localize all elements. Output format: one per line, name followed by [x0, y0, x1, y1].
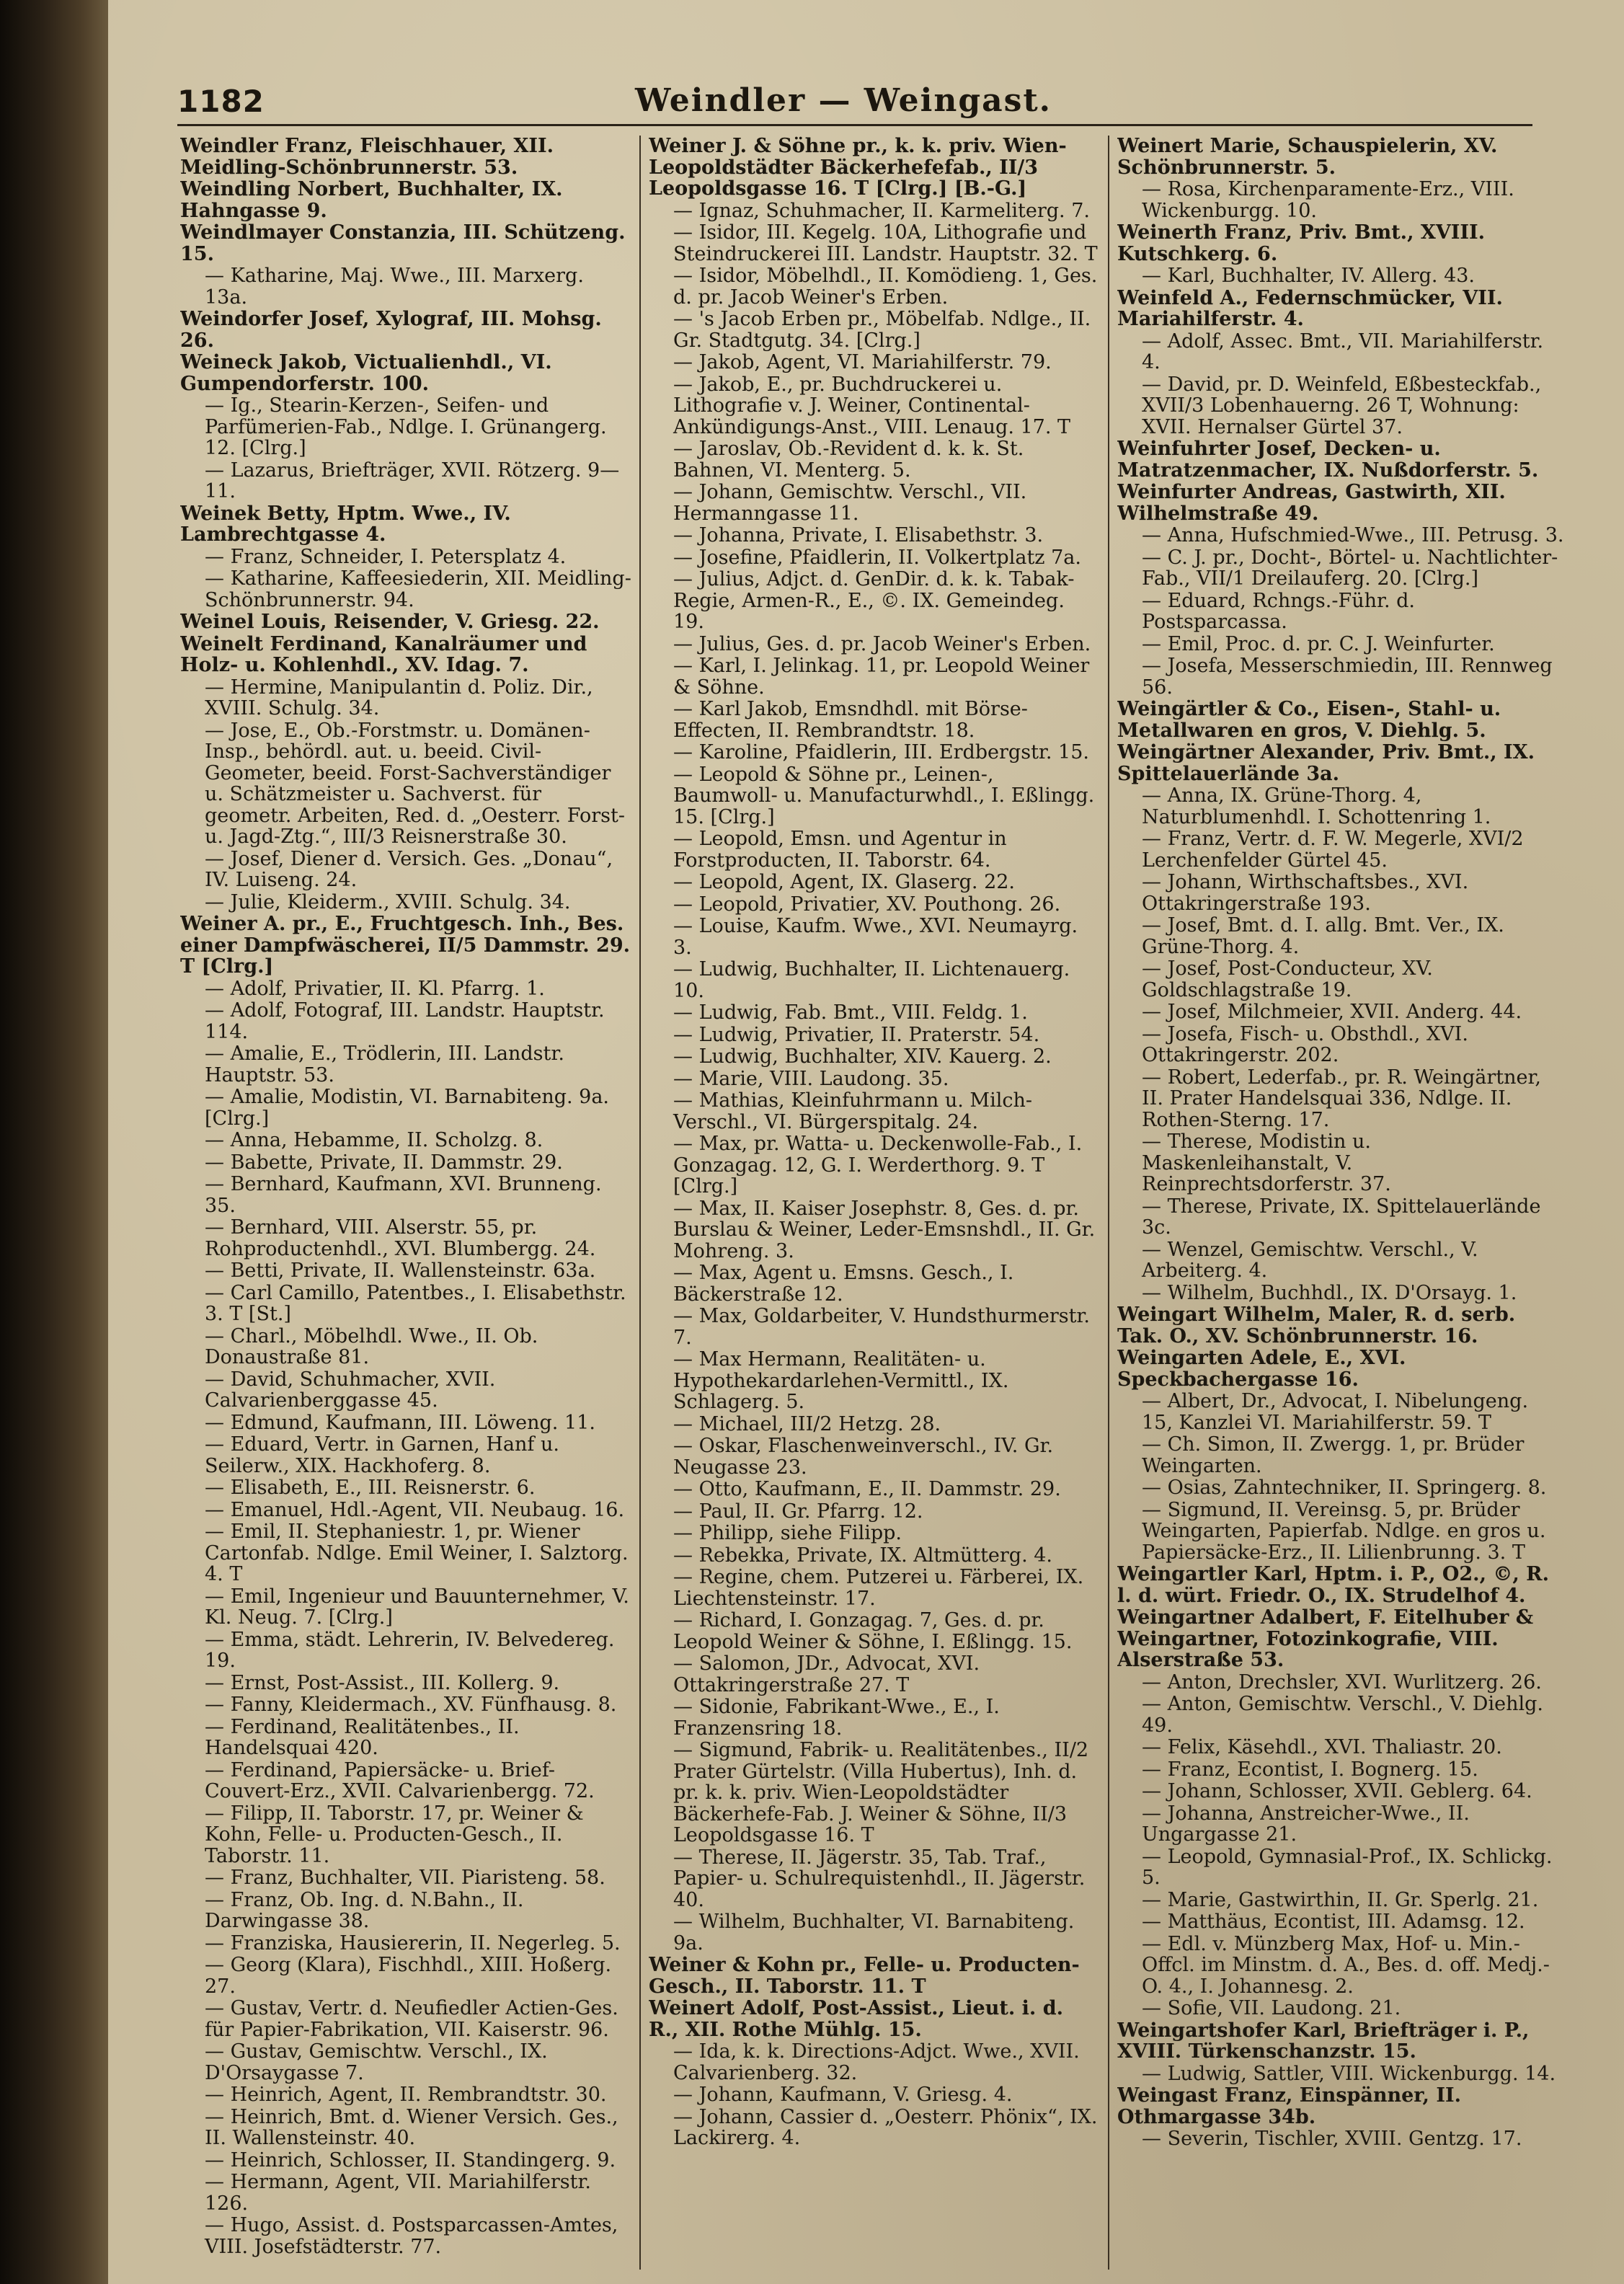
- directory-entry: — Hugo, Assist. d. Postsparcassen-Amtes, VIII. Josefstädterstr. 77.: [205, 2214, 618, 2258]
- directory-entry: — Katharine, Maj. Wwe., III. Marxerg. 13a.: [205, 265, 584, 309]
- directory-entry: Weinfurter Andreas, Gastwirth, XII. Wilhelmstraße 49.: [1117, 481, 1506, 525]
- running-head: Weindler — Weingast.: [634, 82, 1052, 119]
- directory-entry: — Philipp, siehe Filipp.: [673, 1522, 902, 1544]
- directory-entry: — Sidonie, Fabrikant-Wwe., E., I. Franzensring 18.: [673, 1696, 1000, 1740]
- directory-entry: — Max, pr. Watta- u. Deckenwolle-Fab., I. Gonzagag. 12, G. I. Werderthorg. 9. T [Clrg.]: [673, 1133, 1083, 1198]
- directory-entry: — Heinrich, Agent, II. Rembrandtstr. 30.: [205, 2084, 607, 2106]
- directory-entry: — Severin, Tischler, XVIII. Gentzg. 17.: [1142, 2128, 1522, 2150]
- directory-entry: — Max, Goldarbeiter, V. Hundsthurmerstr. 7.: [673, 1305, 1090, 1349]
- directory-entry: — Richard, I. Gonzagag. 7, Ges. d. pr. Leopold Weiner & Söhne, I. Eßlingg. 15.: [673, 1609, 1073, 1653]
- directory-entry: — Ludwig, Buchhalter, XIV. Kauerg. 2.: [673, 1045, 1052, 1068]
- directory-entry: Weingartner Adalbert, F. Eitelhuber & Weingartner, Fotozinkografie, VIII. Alserstraße 53.: [1117, 1606, 1534, 1671]
- directory-entry: — Franz, Ob. Ing. d. N.Bahn., II. Darwingasse 38.: [205, 1888, 524, 1932]
- directory-entry: Weindling Norbert, Buchhalter, IX. Hahngasse 9.: [180, 178, 563, 222]
- directory-entry: — Osias, Zahntechniker, II. Springerg. 8.: [1142, 1477, 1547, 1499]
- directory-entry: — Adolf, Assec. Bmt., VII. Mariahilferstr. 4.: [1142, 329, 1544, 373]
- directory-entry: — Ludwig, Privatier, II. Praterstr. 54.: [673, 1023, 1040, 1046]
- directory-entry: — Julius, Adjct. d. GenDir. d. k. k. Tabak-Regie, Armen-R., E., ©. IX. Gemeindeg. 19.: [673, 568, 1075, 633]
- directory-entry: — Ida, k. k. Directions-Adjct. Wwe., XVII. Calvarienberg. 32.: [673, 2040, 1080, 2084]
- directory-entry: — Josef, Bmt. d. I. allg. Bmt. Ver., IX. Grüne-Thorg. 4.: [1142, 914, 1504, 958]
- column-1: [180, 136, 631, 2270]
- directory-entry: — Adolf, Privatier, II. Kl. Pfarrg. 1.: [205, 977, 545, 1000]
- directory-entry: Weingartshofer Karl, Briefträger i. P., XVIII. Türkenschanzstr. 15.: [1117, 2019, 1530, 2063]
- directory-entry: — Adolf, Fotograf, III. Landstr. Hauptstr. 114.: [205, 999, 605, 1043]
- book-binding: [0, 0, 108, 2284]
- directory-entry: — Johann, Gemischtw. Verschl., VII. Hermanngasse 11.: [673, 481, 1027, 525]
- directory-entry: — Johann, Schlosser, XVII. Geblerg. 64.: [1142, 1780, 1532, 1802]
- directory-entry: — Sigmund, II. Vereinsg. 5, pr. Brüder Weingarten, Papierfab. Ndlge. en gros u. Papiersäcke-Erz., II. Lilienbrunng. 3. T: [1142, 1498, 1546, 1564]
- directory-entry: — Felix, Käsehdl., XVI. Thaliastr. 20.: [1142, 1736, 1502, 1758]
- directory-entry: — Leopold, Agent, IX. Glaserg. 22.: [673, 871, 1016, 893]
- directory-entry: — Fanny, Kleidermach., XV. Fünfhausg. 8.: [205, 1694, 617, 1716]
- directory-entry: — Josef, Diener d. Versich. Ges. „Donau“, IV. Luiseng. 24.: [205, 847, 613, 891]
- directory-entry: — Eduard, Vertr. in Garnen, Hanf u. Seilerw., XIX. Hackhoferg. 8.: [205, 1433, 559, 1477]
- directory-entry: — Gustav, Vertr. d. Neufiedler Actien-Ges. für Papier-Fabrikation, VII. Kaiserstr. 96.: [205, 1997, 618, 2041]
- directory-entry: Weingartler Karl, Hptm. i. P., O2., ©, R. l. d. würt. Friedr. O., IX. Strudelhof 4.: [1117, 1563, 1550, 1607]
- directory-entry: Weingärtner Alexander, Priv. Bmt., IX. Spittelauerlände 3a.: [1117, 741, 1535, 785]
- directory-entry: — Anna, IX. Grüne-Thorg. 4, Naturblumenhdl. I. Schottenring 1.: [1142, 784, 1491, 828]
- directory-entry: — Sigmund, Fabrik- u. Realitätenbes., II/2 Prater Gürtelstr. (Villa Hubertus), Inh. d. pr. k. k. priv. Wien-Leopoldstädter Bäckerhefe-Fab. J. Weiner & Söhne, II/3 Leopoldsgasse 16. T: [673, 1739, 1089, 1846]
- directory-entry: — Amalie, Modistin, VI. Barnabiteng. 9a. [Clrg.]: [205, 1086, 610, 1130]
- column-divider: [1108, 136, 1109, 2270]
- directory-entry: — 's Jacob Erben pr., Möbelfab. Ndlge., II. Gr. Stadtgutg. 34. [Clrg.]: [673, 308, 1091, 352]
- directory-entry: Weinfeld A., Federnschmücker, VII. Mariahilferstr. 4.: [1117, 286, 1503, 330]
- directory-entry: — Michael, III/2 Hetzg. 28.: [673, 1412, 941, 1435]
- directory-entry: — Emil, II. Stephaniestr. 1, pr. Wiener Cartonfab. Ndlge. Emil Weiner, I. Salztorg. 4. T: [205, 1521, 629, 1585]
- directory-entry: — Wilhelm, Buchhdl., IX. D'Orsayg. 1.: [1142, 1281, 1517, 1304]
- directory-entry: — Emil, Proc. d. pr. C. J. Weinfurter.: [1142, 632, 1495, 655]
- directory-entry: Weindorfer Josef, Xylograf, III. Mohsg. 26.: [180, 308, 602, 352]
- directory-entry: Weineck Jakob, Victualienhdl., VI. Gumpendorferstr. 100.: [180, 351, 552, 395]
- directory-entry: — Therese, Private, IX. Spittelauerlände 3c.: [1142, 1195, 1541, 1239]
- page-header: [108, 78, 1521, 128]
- directory-entry: — Franziska, Hausiererin, II. Negerleg. 5.: [205, 1931, 621, 1955]
- column-2: [649, 136, 1099, 2270]
- directory-entry: — Jakob, E., pr. Buchdruckerei u. Lithografie v. J. Weiner, Continental-Ankündigungs-Anst., VIII. Lenaug. 17. T: [673, 373, 1071, 438]
- directory-entry: — Hermann, Agent, VII. Mariahilferstr. 126.: [205, 2171, 591, 2215]
- directory-entry: — Paul, II. Gr. Pfarrg. 12.: [673, 1500, 923, 1523]
- directory-entry: — Babette, Private, II. Dammstr. 29.: [205, 1151, 563, 1174]
- directory-entry: — Ludwig, Sattler, VIII. Wickenburgg. 14.: [1142, 2062, 1556, 2085]
- directory-entry: — Johanna, Private, I. Elisabethstr. 3.: [673, 524, 1044, 546]
- directory-entry: Weingart Wilhelm, Maler, R. d. serb. Tak. O., XV. Schönbrunnerstr. 16.: [1117, 1303, 1516, 1347]
- directory-entry: — Isidor, Möbelhdl., II. Komödieng. 1, Ges. d. pr. Jacob Weiner's Erben.: [673, 265, 1098, 309]
- directory-entry: — Josefa, Fisch- u. Obsthdl., XVI. Ottakringerstr. 202.: [1142, 1022, 1468, 1066]
- directory-entry: — Mathias, Kleinfuhrmann u. Milch-Verschl., VI. Bürgerspitalg. 24.: [673, 1089, 1032, 1133]
- directory-entry: Weinert Adolf, Post-Assist., Lieut. i. d. R., XII. Rothe Mühlg. 15.: [649, 1997, 1063, 2041]
- directory-entry: — Therese, II. Jägerstr. 35, Tab. Traf., Papier- u. Schulrequistenhdl., II. Jägerstr. 40.: [673, 1846, 1086, 1911]
- directory-entry: — Edl. v. Münzberg Max, Hof- u. Min.-Offcl. im Minstm. d. A., Bes. d. off. Medj.-O. 4., I. Johannesg. 2.: [1142, 1932, 1550, 1998]
- directory-entry: Weindlmayer Constanzia, III. Schützeng. 15.: [180, 221, 626, 265]
- directory-entry: — Johann, Cassier d. „Oesterr. Phönix“, IX. Lackirerg. 4.: [673, 2105, 1098, 2149]
- directory-entry: — Anna, Hebamme, II. Scholzg. 8.: [205, 1129, 543, 1151]
- directory-entry: — Ferdinand, Papiersäcke- u. Brief-Couvert-Erz., XVII. Calvarienbergg. 72.: [205, 1758, 595, 1802]
- directory-entry: — Josef, Post-Conducteur, XV. Goldschlagstraße 19.: [1142, 957, 1433, 1001]
- column-3: [1117, 136, 1564, 2270]
- directory-entry: Weingärtler & Co., Eisen-, Stahl- u. Metallwaren en gros, V. Diehlg. 5.: [1117, 698, 1501, 742]
- directory-entry: — Rosa, Kirchenparamente-Erz., VIII. Wickenburgg. 10.: [1142, 178, 1514, 222]
- directory-entry: — David, pr. D. Weinfeld, Eßbesteckfab., XVII/3 Lobenhauerng. 26 T, Wohnung: XVII. Hernalser Gürtel 37.: [1142, 373, 1542, 438]
- directory-entry: — Salomon, JDr., Advocat, XVI. Ottakringerstraße 27. T: [673, 1652, 980, 1696]
- directory-entry: — Johann, Wirthschaftsbes., XVI. Ottakringerstraße 193.: [1142, 871, 1469, 915]
- directory-entry: — Leopold, Emsn. und Agentur in Forstproducten, II. Taborstr. 64.: [673, 828, 1007, 872]
- directory-entry: — Franz, Schneider, I. Petersplatz 4.: [205, 545, 567, 568]
- column-divider: [639, 136, 641, 2270]
- directory-entry: — Ignaz, Schuhmacher, II. Karmeliterg. 7.: [673, 199, 1090, 222]
- directory-entry: — Anna, Hufschmied-Wwe., III. Petrusg. 3.: [1142, 524, 1564, 546]
- directory-entry: — Ludwig, Fab. Bmt., VIII. Feldg. 1.: [673, 1001, 1028, 1024]
- directory-entry: — Sofie, VII. Laudong. 21.: [1142, 1997, 1401, 2019]
- directory-entry: — Jakob, Agent, VI. Mariahilferstr. 79.: [673, 351, 1052, 373]
- directory-entry: Weinek Betty, Hptm. Wwe., IV. Lambrechtgasse 4.: [180, 502, 511, 546]
- directory-entry: — Josefine, Pfaidlerin, II. Volkertplatz 7a.: [673, 546, 1081, 569]
- directory-page: [108, 0, 1624, 2284]
- directory-entry: — Max, II. Kaiser Josephstr. 8, Ges. d. pr. Burslau & Weiner, Leder-Emsnshdl., II. Gr. Mohreng. 3.: [673, 1197, 1096, 1262]
- directory-entry: — Franz, Buchhalter, VII. Piaristeng. 58.: [205, 1867, 605, 1889]
- directory-entry: — Robert, Lederfab., pr. R. Weingärtner, II. Prater Handelsquai 336, Ndlge. II. Rothen-Sterng. 17.: [1142, 1066, 1542, 1131]
- directory-entry: Weinert Marie, Schauspielerin, XV. Schönbrunnerstr. 5.: [1117, 136, 1498, 179]
- directory-entry: — Karl, I. Jelinkag. 11, pr. Leopold Weiner & Söhne.: [673, 655, 1090, 699]
- directory-entry: — Anton, Drechsler, XVI. Wurlitzerg. 26.: [1142, 1670, 1542, 1694]
- directory-entry: — Ludwig, Buchhalter, II. Lichtenauerg. 10.: [673, 958, 1070, 1002]
- directory-entry: — Leopold, Gymnasial-Prof., IX. Schlickg. 5.: [1142, 1845, 1553, 1889]
- directory-entry: — Marie, VIII. Laudong. 35.: [673, 1067, 949, 1090]
- directory-entry: — Leopold & Söhne pr., Leinen-, Baumwoll- u. Manufacturwhdl., I. Eßlingg. 15. [Clrg.]: [673, 763, 1095, 828]
- directory-entry: — Gustav, Gemischtw. Verschl., IX. D'Orsaygasse 7.: [205, 2040, 548, 2084]
- directory-entry: — Edmund, Kaufmann, III. Löweng. 11.: [205, 1411, 595, 1434]
- directory-entry: — Carl Camillo, Patentbes., I. Elisabethstr. 3. T [St.]: [205, 1281, 626, 1325]
- directory-entry: — Wenzel, Gemischtw. Verschl., V. Arbeiterg. 4.: [1142, 1238, 1478, 1282]
- directory-entry: — Emil, Ingenieur und Bauunternehmer, V. Kl. Neug. 7. [Clrg.]: [205, 1585, 629, 1629]
- directory-entry: Weindler Franz, Fleischhauer, XII. Meidling-Schönbrunnerstr. 53.: [180, 136, 554, 179]
- page-number: 1182: [177, 84, 265, 119]
- directory-entry: — Heinrich, Schlosser, II. Standingerg. 9.: [205, 2148, 616, 2172]
- directory-entry: — Josefa, Messerschmiedin, III. Rennweg 56.: [1142, 655, 1553, 699]
- directory-entry: — Max, Agent u. Emsns. Gesch., I. Bäckerstraße 12.: [673, 1262, 1014, 1306]
- directory-entry: — Emanuel, Hdl.-Agent, VII. Neubaug. 16.: [205, 1498, 625, 1521]
- directory-entry: — Bernhard, VIII. Alserstr. 55, pr. Rohproductenhdl., XVI. Blumbergg. 24.: [205, 1216, 596, 1260]
- directory-entry: — Wilhelm, Buchhalter, VI. Barnabiteng. 9a.: [673, 1911, 1075, 1955]
- directory-entry: — Albert, Dr., Advocat, I. Nibelungeng. 15, Kanzlei VI. Mariahilferstr. 59. T: [1142, 1390, 1529, 1434]
- directory-entry: — Jaroslav, Ob.-Revident d. k. k. St. Bahnen, VI. Menterg. 5.: [673, 438, 1024, 482]
- directory-entry: Weingast Franz, Einspänner, II. Othmargasse 34b.: [1117, 2084, 1462, 2128]
- directory-entry: — Ferdinand, Realitätenbes., II. Handelsquai 420.: [205, 1715, 520, 1759]
- directory-entry: — Therese, Modistin u. Maskenleihanstalt, V. Reinprechtsdorferstr. 37.: [1142, 1130, 1391, 1195]
- directory-entry: Weiner A. pr., E., Fruchtgesch. Inh., Bes. einer Dampfwäscherei, II/5 Dammstr. 29. T [Clrg.]: [180, 913, 631, 978]
- directory-entry: — Franz, Vertr. d. F. W. Megerle, XVI/2 Lerchenfelder Gürtel 45.: [1142, 828, 1524, 872]
- directory-entry: Weinfuhrter Josef, Decken- u. Matratzenmacher, IX. Nußdorferstr. 5.: [1117, 438, 1539, 482]
- directory-entry: — Ernst, Post-Assist., III. Kollerg. 9.: [205, 1671, 560, 1694]
- directory-entry: Weinelt Ferdinand, Kanalräumer und Holz- u. Kohlenhdl., XV. Idag. 7.: [180, 632, 587, 676]
- directory-entry: — Emma, städt. Lehrerin, IV. Belvedereg. 19.: [205, 1628, 615, 1672]
- directory-entry: — Katharine, Kaffeesiederin, XII. Meidling-Schönbrunnerstr. 94.: [205, 567, 631, 611]
- directory-entry: Weiner & Kohn pr., Felle- u. Producten-Gesch., II. Taborstr. 11. T: [649, 1954, 1080, 1998]
- directory-entry: — Eduard, Rchngs.-Führ. d. Postsparcassa.: [1142, 589, 1415, 633]
- directory-entry: — Franz, Econtist, I. Bognerg. 15.: [1142, 1758, 1478, 1781]
- directory-entry: — Filipp, II. Taborstr. 17, pr. Weiner & Kohn, Felle- u. Producten-Gesch., II. Taborstr. 11.: [205, 1802, 584, 1867]
- directory-entry: — Marie, Gastwirthin, II. Gr. Sperlg. 21.: [1142, 1888, 1539, 1911]
- directory-entry: Weiner J. & Söhne pr., k. k. priv. Wien-Leopoldstädter Bäckerhefefab., II/3 Leopoldsgasse 16. T [Clrg.] [B.-G.]: [649, 136, 1067, 200]
- directory-entry: — Elisabeth, E., III. Reisnerstr. 6.: [205, 1477, 536, 1499]
- directory-entry: — Otto, Kaufmann, E., II. Dammstr. 29.: [673, 1478, 1061, 1500]
- directory-entry: — Oskar, Flaschenweinverschl., IV. Gr. Neugasse 23.: [673, 1435, 1054, 1479]
- directory-entry: — Amalie, E., Trödlerin, III. Landstr. Hauptstr. 53.: [205, 1043, 564, 1086]
- directory-entry: — Louise, Kaufm. Wwe., XVI. Neumayrg. 3.: [673, 915, 1078, 959]
- directory-entry: — Matthäus, Econtist, III. Adamsg. 12.: [1142, 1911, 1525, 1933]
- directory-entry: — Heinrich, Bmt. d. Wiener Versich. Ges., II. Wallensteinstr. 40.: [205, 2105, 618, 2149]
- directory-entry: — Bernhard, Kaufmann, XVI. Brunneng. 35.: [205, 1173, 602, 1217]
- directory-entry: — Karl, Buchhalter, IV. Allerg. 43.: [1142, 265, 1476, 287]
- directory-entry: — Isidor, III. Kegelg. 10A, Lithografie und Steindruckerei III. Landstr. Hauptstr. 32. T: [673, 221, 1098, 265]
- directory-entry: — Betti, Private, II. Wallensteinstr. 63a.: [205, 1260, 596, 1282]
- directory-entry: — Karl Jakob, Emsndhdl. mit Börse-Effecten, II. Rembrandtstr. 18.: [673, 698, 1028, 742]
- directory-entry: — Josef, Milchmeier, XVII. Anderg. 44.: [1142, 1001, 1522, 1023]
- directory-entry: Weinerth Franz, Priv. Bmt., XVIII. Kutschkerg. 6.: [1117, 221, 1486, 265]
- directory-entry: — C. J. pr., Docht-, Börtel- u. Nachtlichter-Fab., VII/1 Dreilauferg. 20. [Clrg.]: [1142, 546, 1558, 590]
- directory-entry: — Johann, Kaufmann, V. Griesg. 4.: [673, 2084, 1013, 2106]
- directory-entry: — Hermine, Manipulantin d. Poliz. Dir., XVIII. Schulg. 34.: [205, 676, 593, 720]
- directory-entry: — Rebekka, Private, IX. Altmütterg. 4.: [673, 1544, 1053, 1567]
- directory-entry: — Johanna, Anstreicher-Wwe., II. Ungargasse 21.: [1142, 1802, 1470, 1846]
- directory-entry: — Georg (Klara), Fischhdl., XIII. Hoßerg. 27.: [205, 1954, 612, 1998]
- header-rule: [177, 124, 1532, 126]
- directory-entry: Weingarten Adele, E., XVI. Speckbachergasse 16.: [1117, 1347, 1406, 1391]
- directory-entry: — Lazarus, Briefträger, XVII. Rötzerg. 9—11.: [205, 459, 620, 503]
- directory-entry: — David, Schuhmacher, XVII. Calvarienberggasse 45.: [205, 1368, 496, 1412]
- directory-entry: — Jose, E., Ob.-Forstmstr. u. Domänen-Insp., behördl. aut. u. beeid. Civil-Geometer, beeid. Forst-Sachverständiger u. Schätzmeister u. Sachverst. für geometr. Arbeiten, Red. d. „Oesterr. Forst- u. Jagd-Ztg.“, III/3 Reisnerstraße 30.: [205, 719, 625, 848]
- directory-entry: — Ig., Stearin-Kerzen-, Seifen- und Parfümerien-Fab., Ndlge. I. Grünangerg. 12. [Clrg.]: [205, 394, 607, 459]
- directory-entry: — Charl., Möbelhdl. Wwe., II. Ob. Donaustraße 81.: [205, 1324, 538, 1368]
- directory-entry: — Julius, Ges. d. pr. Jacob Weiner's Erben.: [673, 632, 1091, 655]
- directory-entry: — Max Hermann, Realitäten- u. Hypothekardarlehen-Vermittl., IX. Schlagerg. 5.: [673, 1348, 1009, 1413]
- directory-entry: — Ch. Simon, II. Zwergg. 1, pr. Brüder Weingarten.: [1142, 1433, 1525, 1477]
- directory-entry: — Regine, chem. Putzerei u. Färberei, IX. Liechtensteinstr. 17.: [673, 1566, 1084, 1610]
- directory-entry: — Anton, Gemischtw. Verschl., V. Diehlg. 49.: [1142, 1693, 1543, 1737]
- directory-entry: Weinel Louis, Reisender, V. Griesg. 22.: [180, 611, 600, 633]
- directory-entry: — Julie, Kleiderm., XVIII. Schulg. 34.: [205, 890, 571, 913]
- directory-entry: — Karoline, Pfaidlerin, III. Erdbergstr. 15.: [673, 741, 1089, 763]
- directory-entry: — Leopold, Privatier, XV. Pouthong. 26.: [673, 893, 1061, 916]
